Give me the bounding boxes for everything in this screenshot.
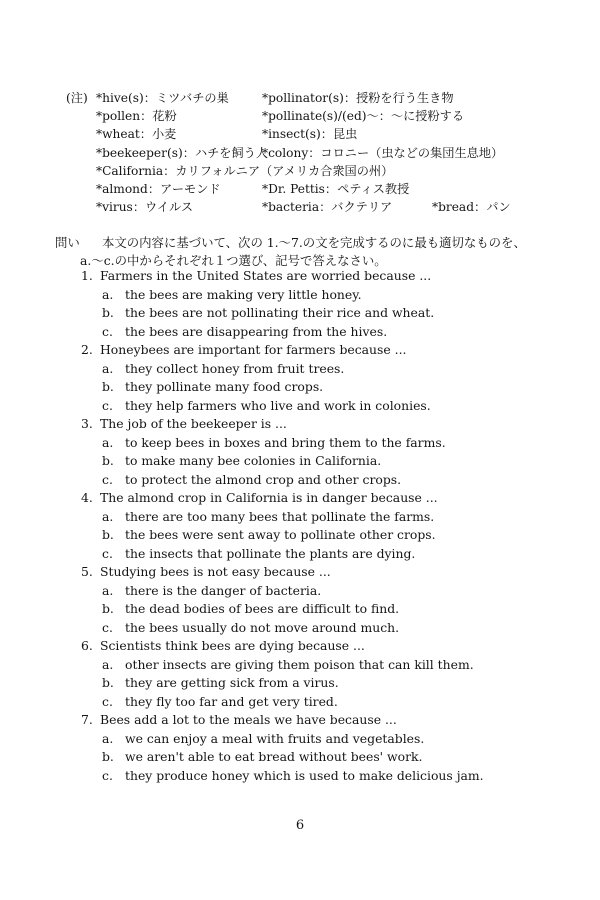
note-term: *wheat bbox=[96, 127, 140, 141]
question-number: 3. bbox=[81, 416, 93, 431]
note-entry: *virus：ウイルス bbox=[96, 200, 194, 214]
page-number: 6 bbox=[295, 818, 305, 833]
note-entry: *beekeeper(s)：ハチを飼う人 bbox=[96, 146, 269, 160]
option-letter: c. bbox=[102, 471, 113, 487]
notes-label: (注) bbox=[66, 91, 88, 105]
option-letter: a. bbox=[102, 656, 114, 672]
option-letter: c. bbox=[102, 323, 113, 339]
note-entry: *pollinator(s)：授粉を行う生き物 bbox=[262, 91, 454, 105]
option-letter: b. bbox=[102, 379, 114, 394]
note-meaning: ミツバチの巣 bbox=[155, 91, 229, 105]
note-term: *Dr. Pettis bbox=[262, 182, 325, 196]
note-term: *pollinator(s) bbox=[262, 91, 344, 105]
question-number: 6. bbox=[81, 638, 93, 653]
note-entry: *wheat：小麦 bbox=[96, 127, 177, 141]
note-entry: *pollen：花粉 bbox=[96, 109, 177, 123]
note-meaning: ハチを飼う人 bbox=[194, 146, 269, 160]
option-text: other insects are giving them poison that can kill them. bbox=[125, 656, 474, 672]
vocabulary-notes bbox=[0, 0, 600, 230]
question-stem: Farmers in the United States are worried because ... bbox=[100, 268, 432, 283]
option-letter: a. bbox=[102, 582, 114, 598]
option-text: we can enjoy a meal with fruits and vegetables. bbox=[125, 730, 425, 746]
note-entry: *pollinate(s)/(ed)～：～に授粉する bbox=[262, 109, 465, 123]
option-letter: a. bbox=[102, 508, 114, 524]
note-entry: *bread：パン bbox=[432, 200, 511, 214]
option-text: the bees usually do not move around much. bbox=[125, 619, 400, 635]
option-text: to protect the almond crop and other crops. bbox=[125, 471, 402, 487]
note-meaning: 授粉を行う生き物 bbox=[356, 91, 454, 105]
option-text: to keep bees in boxes and bring them to the farms. bbox=[125, 434, 446, 450]
note-meaning: コロニー（虫などの集団生息地） bbox=[320, 146, 504, 160]
option-letter: c. bbox=[102, 397, 113, 413]
question-label: 問い bbox=[55, 235, 80, 250]
option-text: they produce honey which is used to make delicious jam. bbox=[125, 767, 484, 783]
note-entry: *bacteria：バクテリア bbox=[262, 200, 393, 214]
option-letter: b. bbox=[102, 749, 114, 764]
option-letter: a. bbox=[102, 434, 114, 450]
note-meaning: ペティス教授 bbox=[337, 182, 410, 196]
instruction-line-1: 本文の内容に基づいて、次の 1.～7.の文を完成するのに最も適切なものを、 bbox=[102, 235, 526, 250]
note-entry: *insect(s)：昆虫 bbox=[262, 127, 358, 141]
note-meaning: 昆虫 bbox=[332, 127, 358, 141]
note-meaning: ～に授粉する bbox=[390, 109, 465, 123]
option-letter: c. bbox=[102, 545, 113, 561]
note-meaning: 小麦 bbox=[151, 127, 177, 141]
option-letter: b. bbox=[102, 527, 114, 542]
option-letter: b. bbox=[102, 453, 114, 468]
note-meaning: 花粉 bbox=[152, 109, 177, 123]
option-letter: a. bbox=[102, 730, 114, 746]
note-term: *beekeeper(s) bbox=[96, 146, 183, 160]
note-term: *hive(s) bbox=[96, 91, 144, 105]
note-term: *colony bbox=[262, 146, 309, 160]
note-entry: *Dr. Pettis：ペティス教授 bbox=[262, 182, 410, 196]
option-text: they help farmers who live and work in colonies. bbox=[125, 397, 431, 413]
note-meaning: パン bbox=[486, 200, 511, 214]
option-letter: b. bbox=[102, 305, 114, 320]
question-number: 5. bbox=[81, 564, 93, 579]
option-text: they are getting sick from a virus. bbox=[125, 675, 339, 690]
option-letter: a. bbox=[102, 286, 114, 302]
option-text: they pollinate many food crops. bbox=[125, 379, 324, 394]
note-term: *pollen bbox=[96, 109, 141, 123]
instruction-line-2: a.～c.の中からそれぞれ１つ選び、記号で答えなさい。 bbox=[80, 253, 387, 268]
note-entry: *almond：アーモンド bbox=[96, 182, 221, 196]
question-number: 1. bbox=[81, 268, 93, 283]
question-number: 7. bbox=[81, 712, 93, 727]
question-stem: Honeybees are important for farmers because ... bbox=[100, 342, 407, 357]
question-number: 4. bbox=[81, 490, 93, 505]
option-text: we aren't able to eat bread without bees' work. bbox=[125, 749, 423, 764]
note-term: *bacteria bbox=[262, 200, 320, 214]
option-letter: a. bbox=[102, 360, 114, 376]
note-meaning: アーモンド bbox=[160, 182, 221, 196]
note-entry: *California：カリフォルニア（アメリカ合衆国の州） bbox=[96, 164, 394, 178]
option-text: to make many bee colonies in California. bbox=[125, 453, 382, 468]
note-meaning: ウイルス bbox=[145, 200, 194, 214]
note-term: *almond bbox=[96, 182, 148, 196]
question-stem: The job of the beekeeper is ... bbox=[100, 416, 287, 431]
option-letter: c. bbox=[102, 619, 113, 635]
note-term: *bread bbox=[432, 200, 475, 214]
option-letter: c. bbox=[102, 693, 113, 709]
option-text: there is the danger of bacteria. bbox=[125, 582, 322, 598]
option-text: the bees are not pollinating their rice and wheat. bbox=[125, 305, 435, 320]
option-letter: c. bbox=[102, 767, 113, 783]
option-text: they fly too far and get very tired. bbox=[125, 693, 338, 709]
question-number: 2. bbox=[81, 342, 93, 357]
question-stem: Scientists think bees are dying because ... bbox=[100, 638, 365, 653]
note-term: *virus bbox=[96, 200, 133, 214]
option-letter: b. bbox=[102, 601, 114, 616]
note-entry: *hive(s)：ミツバチの巣 bbox=[96, 91, 229, 105]
option-text: they collect honey from fruit trees. bbox=[125, 360, 345, 376]
option-text: the dead bodies of bees are difficult to find. bbox=[125, 601, 400, 616]
note-term: *California bbox=[96, 164, 164, 178]
question-stem: Studying bees is not easy because ... bbox=[100, 564, 331, 579]
note-term: *insect(s) bbox=[262, 127, 321, 141]
option-text: the bees are making very little honey. bbox=[125, 286, 362, 302]
option-text: there are too many bees that pollinate the farms. bbox=[125, 508, 435, 524]
note-term: *pollinate(s)/(ed)～ bbox=[262, 109, 379, 123]
question-stem: Bees add a lot to the meals we have because ... bbox=[100, 712, 397, 727]
option-text: the bees were sent away to pollinate other crops. bbox=[125, 527, 436, 542]
question-stem: The almond crop in California is in danger because ... bbox=[100, 490, 438, 505]
note-entry: *colony：コロニー（虫などの集団生息地） bbox=[262, 146, 504, 160]
option-text: the bees are disappearing from the hives. bbox=[125, 323, 388, 339]
option-letter: b. bbox=[102, 675, 114, 690]
note-meaning: バクテリア bbox=[331, 200, 393, 214]
option-text: the insects that pollinate the plants are dying. bbox=[125, 545, 416, 561]
note-meaning: カリフォルニア（アメリカ合衆国の州） bbox=[175, 164, 394, 178]
